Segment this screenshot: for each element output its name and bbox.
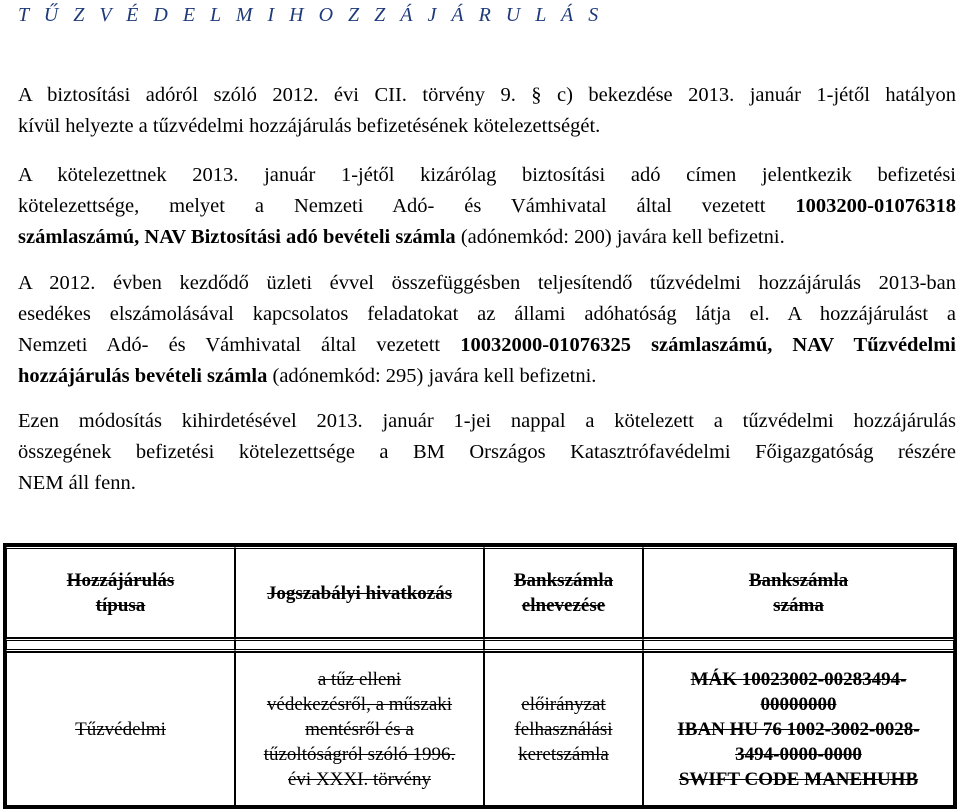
cell-text: a tűz elleni bbox=[317, 668, 402, 690]
table-row bbox=[6, 652, 954, 806]
text-run: (adónemkód: 295) javára kell befizetni. bbox=[267, 365, 597, 387]
paragraph-line: A kötelezettnek 2013. január 1-jétől kizárólag biztosítási adó címen jelentkezik befizetési bbox=[18, 164, 956, 186]
paragraph-line: A biztosítási adóról szóló 2012. évi CII. törvény 9. § c) bekezdése 2013. január 1-jétől hatályon bbox=[18, 84, 956, 106]
paragraph-line bbox=[18, 191, 956, 222]
header-text: Bankszámla bbox=[513, 570, 614, 591]
cell-text: tűzoltóságról szóló 1996. bbox=[263, 743, 456, 765]
paragraph-line: esedékes elszámolásával kapcsolatos feladatokat az állami adóhatóság látja el. A hozzájárulást a bbox=[18, 303, 956, 325]
paragraph-line bbox=[18, 222, 956, 253]
header-text: Bankszámla bbox=[748, 570, 849, 591]
header-contribution-type bbox=[6, 546, 235, 638]
cell-text: 00000000 bbox=[760, 693, 837, 715]
cell-account-number bbox=[643, 652, 954, 806]
paragraph-line bbox=[18, 330, 956, 361]
cell-account-name bbox=[484, 652, 643, 806]
table-header-row bbox=[6, 546, 954, 638]
account-name-bold: számlaszámú, NAV Biztosítási adó bevételi számla bbox=[18, 226, 456, 248]
paragraph-line: A 2012. évben kezdődő üzleti évvel összefüggésben teljesítendő tűzvédelmi hozzájárulás 2013-ban bbox=[18, 272, 956, 294]
header-legal-reference bbox=[235, 546, 484, 638]
cell-text: védekezésről, a műszaki bbox=[266, 693, 453, 715]
paragraph-line: kívül helyezte a tűzvédelmi hozzájárulás befizetésének kötelezettségét. bbox=[18, 115, 601, 137]
cell-text: IBAN HU 76 1002-3002-0028- bbox=[677, 718, 920, 740]
account-name-bold: hozzájárulás bevételi számla bbox=[18, 365, 268, 387]
divider-cell bbox=[6, 638, 235, 652]
cell-text: 3494-0000-0000 bbox=[735, 743, 862, 765]
header-text: Hozzájárulás bbox=[66, 570, 175, 591]
cell-contribution-type bbox=[6, 652, 235, 806]
divider-cell bbox=[643, 638, 954, 652]
text-run: (adónemkód: 200) javára kell befizetni. bbox=[455, 226, 785, 248]
paragraph-2 bbox=[18, 160, 956, 253]
cell-text: felhasználási bbox=[514, 718, 613, 740]
cell-text: keretszámla bbox=[518, 743, 609, 765]
paragraph-line bbox=[18, 361, 956, 392]
account-number-bold: 10032000-01076325 számlaszámú, NAV Tűzvédelmi bbox=[460, 334, 957, 356]
page-title: T Ű Z V É D E L M I H O Z Z Á J Á R U L Á S bbox=[18, 4, 604, 26]
cell-legal-reference bbox=[235, 652, 484, 806]
header-text: száma bbox=[773, 595, 824, 616]
divider-cell bbox=[235, 638, 484, 652]
header-text: típusa bbox=[95, 595, 146, 616]
fee-account-table bbox=[3, 543, 957, 809]
cell-text: SWIFT CODE MANEHUHB bbox=[678, 768, 919, 790]
header-account-number bbox=[643, 546, 954, 638]
header-account-name bbox=[484, 546, 643, 638]
cell-text: évi XXXI. törvény bbox=[288, 768, 431, 790]
text-run: Nemzeti Adó- és Vámhivatal által vezetett bbox=[18, 334, 461, 356]
account-number-bold: 1003200-01076318 bbox=[795, 195, 956, 217]
paragraph-line: NEM áll fenn. bbox=[18, 472, 136, 494]
paragraph-4 bbox=[18, 406, 956, 499]
table-divider-row bbox=[6, 638, 954, 652]
paragraph-line: Ezen módosítás kihirdetésével 2013. január 1-jei nappal a kötelezett a tűzvédelmi hozzájárulás bbox=[18, 410, 956, 432]
cell-text: Tűzvédelmi bbox=[75, 718, 166, 740]
cell-text: MÁK 10023002-00283494- bbox=[690, 668, 907, 690]
header-text: Jogszabályi hivatkozás bbox=[266, 582, 453, 604]
paragraph-1 bbox=[18, 80, 956, 142]
divider-cell bbox=[484, 638, 643, 652]
cell-text: előirányzat bbox=[521, 693, 606, 715]
paragraph-line: összegének befizetési kötelezettsége a BM Országos Katasztrófavédelmi Főigazgatóság részére bbox=[18, 441, 956, 463]
text-run: kötelezettsége, melyet a Nemzeti Adó- és Vámhivatal által vezetett bbox=[18, 195, 796, 217]
paragraph-3 bbox=[18, 268, 956, 392]
header-text: elnevezése bbox=[521, 595, 606, 616]
cell-text: mentésről és a bbox=[305, 718, 414, 740]
